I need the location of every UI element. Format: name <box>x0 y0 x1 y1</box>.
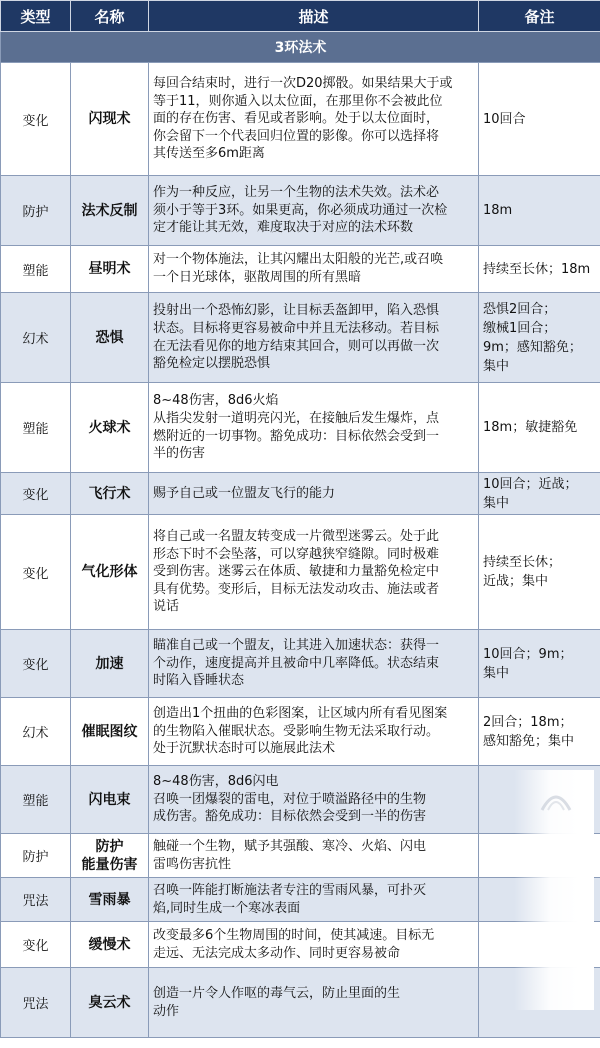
table-row <box>1 922 600 968</box>
spell-name: 臭云术 <box>71 968 149 1038</box>
spell-description: 投射出一个恐怖幻影，让目标丢盔卸甲，陷入恐惧 状态。目标将更容易被命中并且无法移动。若目标 在无法看见你的地方结束其回合，则可以再做一次 豁免检定以摆脱恐惧 <box>149 293 479 383</box>
watermark-logo-icon <box>536 780 576 820</box>
table-row <box>1 834 600 878</box>
spell-type: 塑能 <box>1 246 71 293</box>
spell-description: 创造一片令人作呕的毒气云，防止里面的生 动作 <box>149 968 479 1038</box>
spell-type: 防护 <box>1 176 71 246</box>
section-title: 3环法术 <box>1 32 600 63</box>
header-note: 备注 <box>479 1 600 32</box>
spell-name: 闪现术 <box>71 63 149 176</box>
spell-note <box>479 968 600 1038</box>
spell-type: 变化 <box>1 922 71 968</box>
spell-name: 缓慢术 <box>71 922 149 968</box>
spell-description: 每回合结束时，进行一次D20掷骰。如果结果大于或 等于11，则你遁入以太位面，在那里你不会被此位 面的存在伤害、看见或者影响。处于以太位面时， 你会留下一个代表回归位置的影像。你可以选择将 其传送至多6m距离 <box>149 63 479 176</box>
spell-note: 10回合 <box>479 63 600 176</box>
spell-name: 雪雨暴 <box>71 878 149 922</box>
spell-type: 幻术 <box>1 293 71 383</box>
spell-type: 咒法 <box>1 968 71 1038</box>
spell-name: 飞行术 <box>71 473 149 515</box>
spell-name: 气化形体 <box>71 515 149 630</box>
spell-note: 10回合；9m； 集中 <box>479 630 600 698</box>
header-name: 名称 <box>71 1 149 32</box>
spell-description: 对一个物体施法，让其闪耀出太阳般的光芒,或召唤 一个日光球体，驱散周围的所有黑暗 <box>149 246 479 293</box>
spell-note: 18m；敏捷豁免 <box>479 383 600 473</box>
table-row <box>1 246 600 293</box>
table-header <box>1 1 600 32</box>
spell-name: 催眠图纹 <box>71 698 149 766</box>
table-row <box>1 766 600 834</box>
spell-name: 火球术 <box>71 383 149 473</box>
spell-description: 8~48伤害，8d6闪电 召唤一团爆裂的雷电，对位于喷溢路径中的生物 成伤害。豁免成功：目标依然会受到一半的伤害 <box>149 766 479 834</box>
spell-description: 作为一种反应，让另一个生物的法术失效。法术必 须小于等于3环。如果更高，你必须成功通过一次检 定才能让其无效，难度取决于对应的法术环数 <box>149 176 479 246</box>
table-row <box>1 176 600 246</box>
spell-note: 10回合；近战； 集中 <box>479 473 600 515</box>
spell-type: 咒法 <box>1 878 71 922</box>
spell-note <box>479 922 600 968</box>
spell-name: 昼明术 <box>71 246 149 293</box>
table-row <box>1 698 600 766</box>
table-row <box>1 383 600 473</box>
spell-description: 召唤一阵能打断施法者专注的雪雨风暴，可扑灭 焰,同时生成一个寒冰表面 <box>149 878 479 922</box>
spell-note: 恐惧2回合； 缴械1回合； 9m；感知豁免； 集中 <box>479 293 600 383</box>
header-type: 类型 <box>1 1 71 32</box>
spell-type: 塑能 <box>1 383 71 473</box>
spell-description: 将自己或一名盟友转变成一片微型迷雾云。处于此 形态下时不会坠落，可以穿越狭窄缝隙。同时极难 受到伤害。迷雾云在体质、敏捷和力量豁免检定中 具有优势。变形后，目标无法发动攻击、施法或者 说话 <box>149 515 479 630</box>
spell-note <box>479 878 600 922</box>
spell-type: 变化 <box>1 515 71 630</box>
spell-type: 变化 <box>1 630 71 698</box>
spell-name: 加速 <box>71 630 149 698</box>
table-row <box>1 515 600 630</box>
spell-name: 防护 能量伤害 <box>71 834 149 878</box>
spell-note: 18m <box>479 176 600 246</box>
spell-note: 持续至长休； 近战；集中 <box>479 515 600 630</box>
spell-description: 触碰一个生物，赋予其强酸、寒冷、火焰、闪电 雷鸣伤害抗性 <box>149 834 479 878</box>
spell-description: 瞄准自己或一个盟友，让其进入加速状态：获得一 个动作，速度提高并且被命中几率降低。状态结束 时陷入昏睡状态 <box>149 630 479 698</box>
section-row <box>1 32 600 63</box>
spell-note: 2回合；18m； 感知豁免；集中 <box>479 698 600 766</box>
table-row <box>1 63 600 176</box>
spell-name: 恐惧 <box>71 293 149 383</box>
spell-description: 改变最多6个生物周围的时间，使其减速。目标无 走远、无法完成太多动作、同时更容易被命 <box>149 922 479 968</box>
spell-description: 创造出1个扭曲的色彩图案，让区域内所有看见图案 的生物陷入催眠状态。受影响生物无法采取行动。 处于沉默状态时可以施展此法术 <box>149 698 479 766</box>
spell-type: 塑能 <box>1 766 71 834</box>
spell-type: 幻术 <box>1 698 71 766</box>
spell-type: 变化 <box>1 473 71 515</box>
spell-description: 8~48伤害，8d6火焰 从指尖发射一道明亮闪光，在接触后发生爆炸，点 燃附近的一切事物。豁免成功：目标依然会受到一 半的伤害 <box>149 383 479 473</box>
spell-note: 持续至长休；18m <box>479 246 600 293</box>
table-row <box>1 630 600 698</box>
spell-note <box>479 834 600 878</box>
table-row <box>1 878 600 922</box>
table-row <box>1 473 600 515</box>
table-row <box>1 293 600 383</box>
spell-description: 赐予自己或一位盟友飞行的能力 <box>149 473 479 515</box>
table-row <box>1 968 600 1038</box>
spell-name: 法术反制 <box>71 176 149 246</box>
spell-type: 防护 <box>1 834 71 878</box>
spell-name: 闪电束 <box>71 766 149 834</box>
spell-type: 变化 <box>1 63 71 176</box>
header-desc: 描述 <box>149 1 479 32</box>
